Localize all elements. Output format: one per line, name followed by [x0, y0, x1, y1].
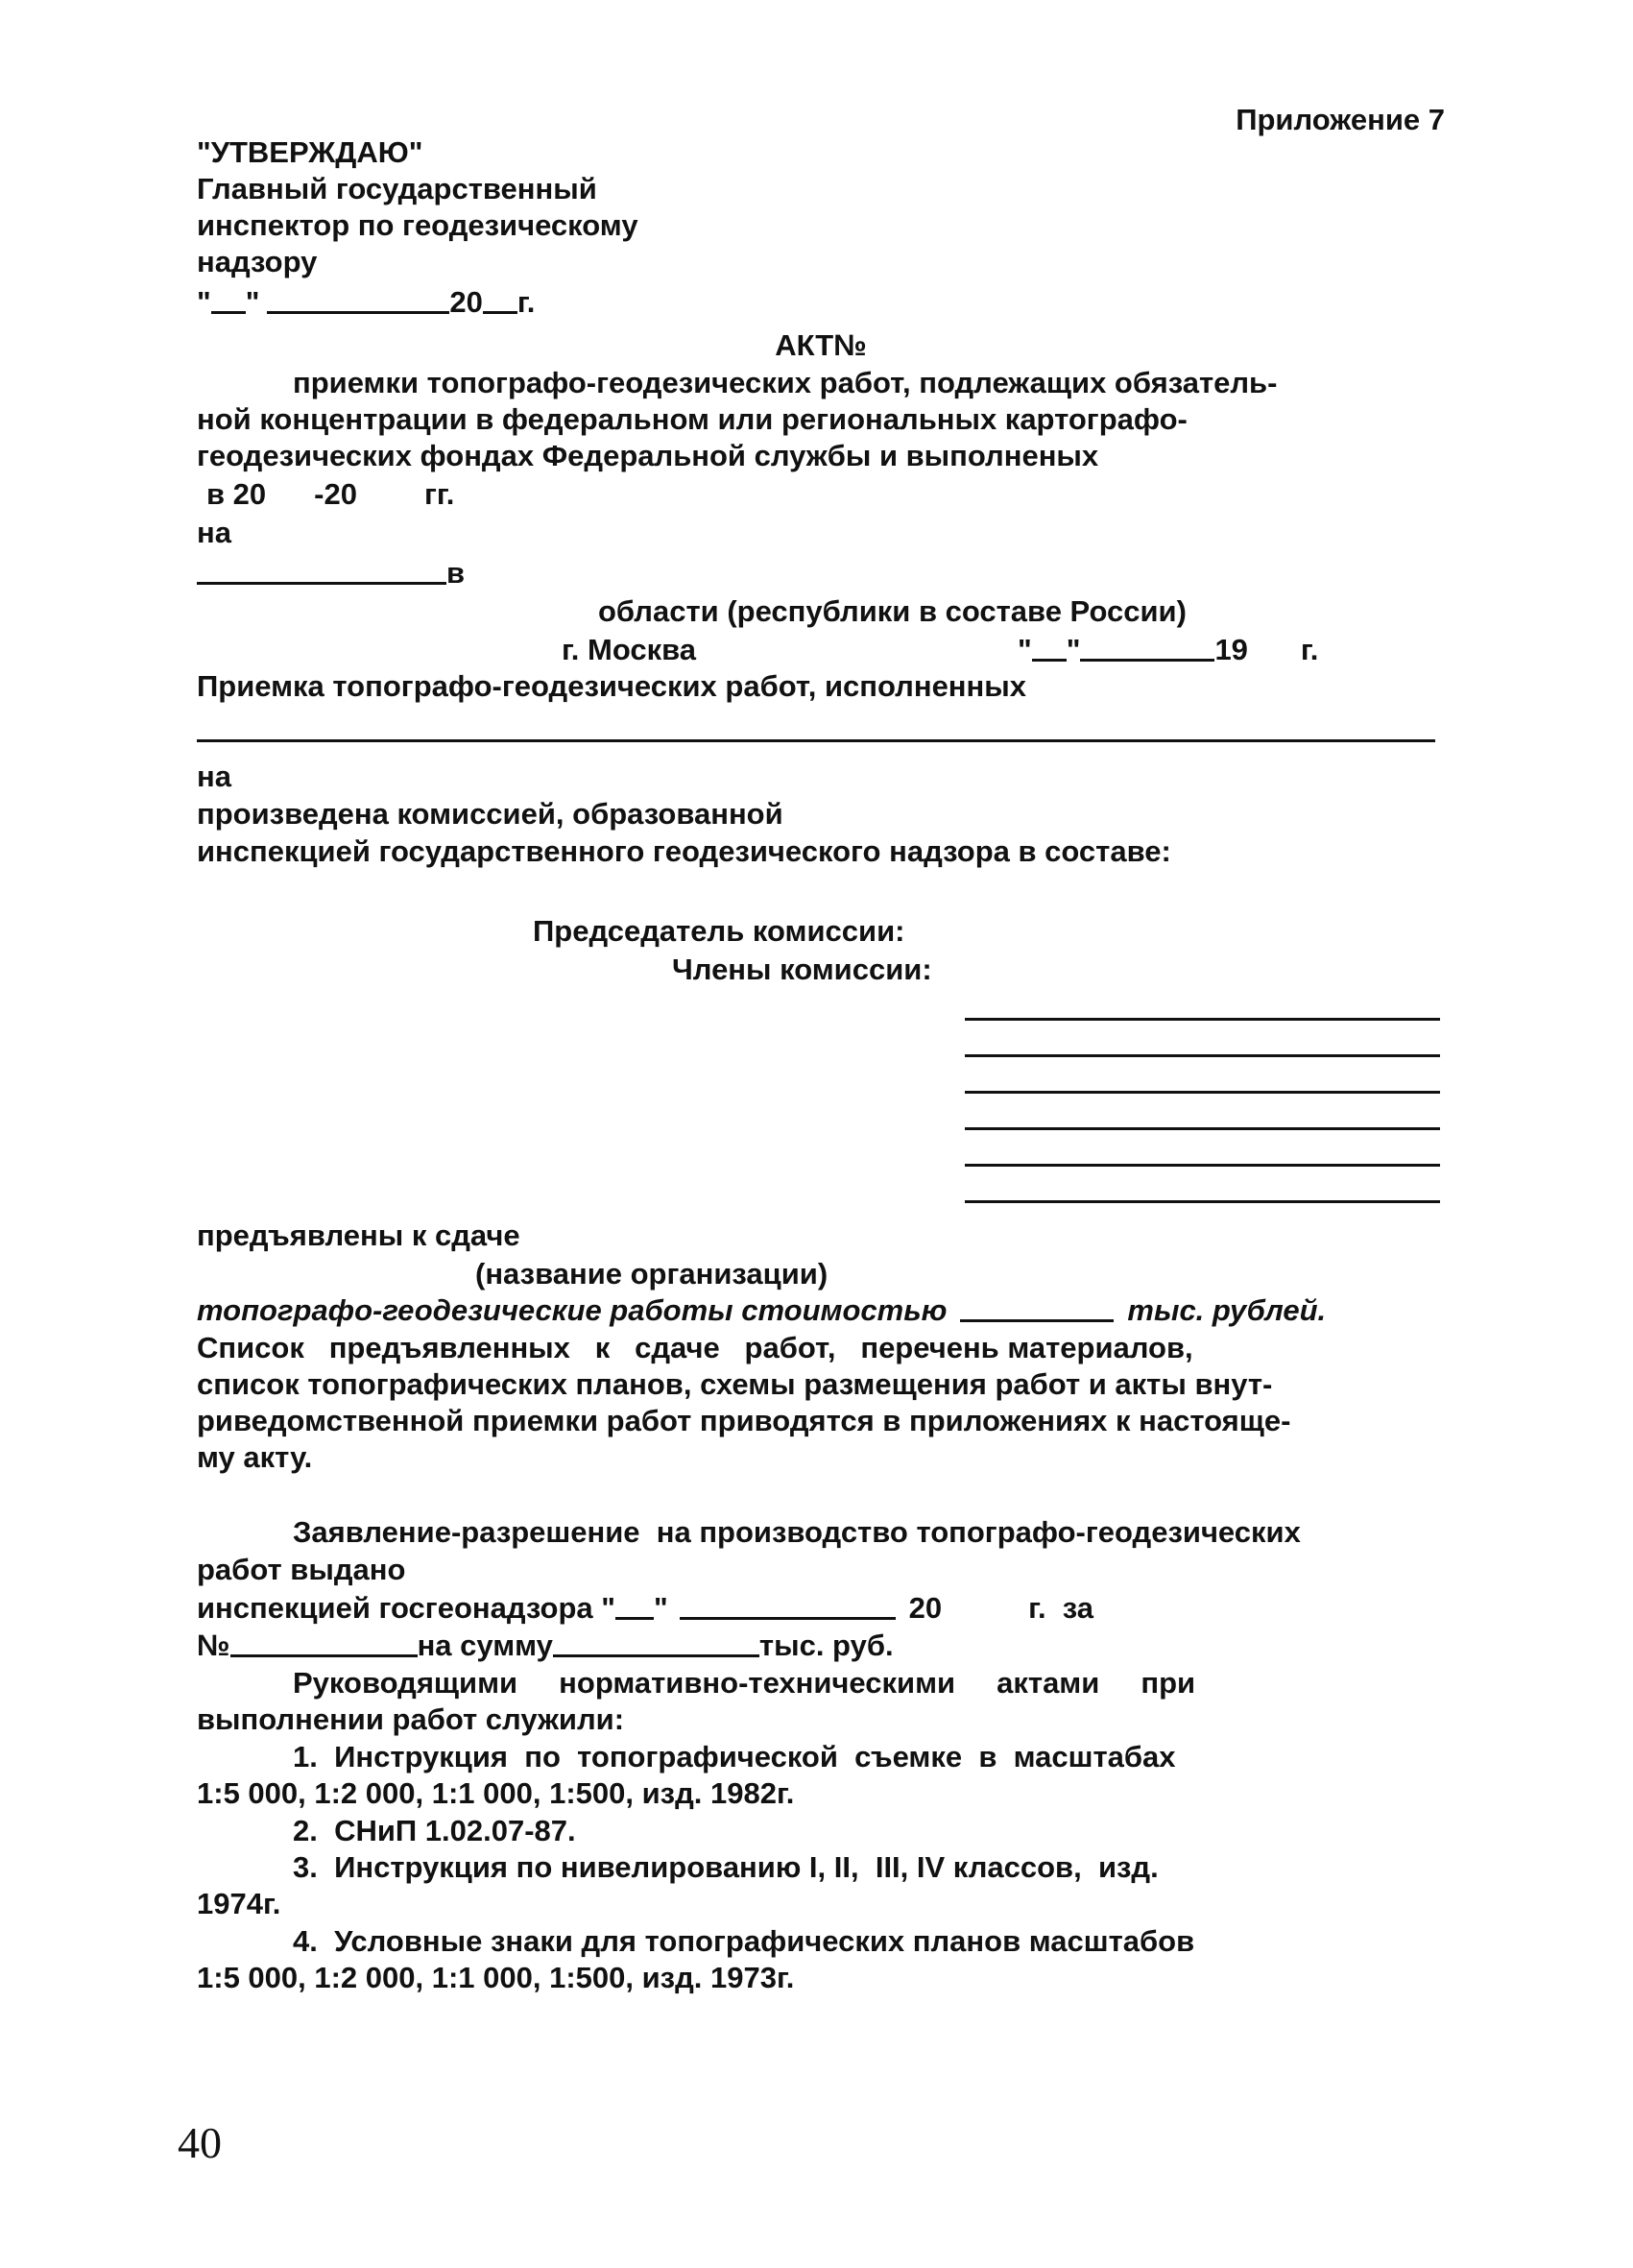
inspection-text: инспекцией государственного геодезического надзора в составе: [197, 834, 1171, 868]
normative-item-row [197, 1954, 1445, 1996]
cost-row [197, 1287, 1387, 1329]
act-text-line: ной концентрации в федеральном или региональных картографо- [197, 402, 1188, 436]
years-gg: гг. [423, 477, 455, 511]
permit-day-blank[interactable] [615, 1617, 654, 1620]
normative-item-row [197, 1770, 1445, 1812]
normative-row [197, 1696, 1445, 1738]
list-paragraph-row [197, 1434, 1445, 1476]
permit-sum-label: на сумму [417, 1629, 553, 1662]
permit-month-blank[interactable] [680, 1617, 896, 1620]
act-title: АКТ№ [775, 328, 867, 362]
list-paragraph-line: риведомственной приемки работ приводятся в приложениях к настояще- [197, 1404, 1291, 1437]
na-label: на [197, 516, 231, 549]
permit-number-row [197, 1622, 1253, 1664]
normative-item-cont: 1:5 000, 1:2 000, 1:1 000, 1:500, изд. 1973г. [197, 1961, 795, 1994]
cost-text: топографо-геодезические работы стоимостью [197, 1293, 948, 1327]
act-text-row [197, 432, 1445, 474]
acceptance-text: Приемка топографо-геодезических работ, исполненных [197, 669, 1026, 703]
district-blank[interactable] [197, 582, 446, 585]
members-row [672, 946, 1440, 988]
approve-day-blank[interactable] [211, 311, 246, 314]
appendix-row [197, 96, 1445, 138]
organization-row [197, 1212, 1442, 1254]
list-paragraph-line: список топографических планов, схемы размещения работ и акты внут- [197, 1367, 1273, 1401]
normative-item-cont: 1:5 000, 1:2 000, 1:1 000, 1:500, изд. 1982г. [197, 1776, 795, 1810]
act-text-line: приемки топографо-геодезических работ, подлежащих обязатель- [293, 366, 1278, 399]
page-number: 40 [178, 2118, 222, 2167]
act-years-row [197, 470, 1358, 513]
normative-text: выполнении работ служили: [197, 1702, 625, 1736]
act-month-blank[interactable] [1080, 659, 1214, 662]
list-paragraph-line: му акту. [197, 1440, 313, 1474]
approve-date-row [197, 278, 600, 321]
act-na-row [197, 509, 1291, 551]
approve-year: 20 [449, 285, 483, 319]
normative-item-cont: 1974г. [197, 1887, 281, 1920]
approve-line: надзору [197, 245, 318, 278]
act-date-quote: " [1066, 633, 1081, 666]
region-caption: области (республики в составе России) [598, 594, 1187, 628]
permit-number-blank[interactable] [230, 1654, 418, 1657]
permit-quote: " [653, 1591, 668, 1625]
acceptance-row [197, 663, 1445, 705]
permit-text: Заявление-разрешение на производство топографо-геодезических [293, 1515, 1301, 1549]
member-blank[interactable] [965, 1091, 1440, 1094]
permit-inspection-row [197, 1584, 1253, 1627]
act-year-suffix: г. [1300, 633, 1319, 666]
v-label: в [446, 556, 466, 590]
approve-month-blank[interactable] [267, 311, 449, 314]
commission-text: произведена комиссией, образованной [197, 797, 783, 831]
organization-caption: (название организации) [475, 1257, 829, 1291]
member-blank[interactable] [965, 1200, 1440, 1203]
approve-date-quote: " [197, 285, 211, 319]
years-from: в 20 [206, 477, 267, 511]
years-to: -20 [314, 477, 357, 511]
normative-item-row [197, 1880, 1445, 1922]
permit-inspection-label: инспекцией госгеонадзора " [197, 1591, 615, 1625]
member-blank[interactable] [965, 1164, 1440, 1167]
chairman-label: Председатель комиссии: [533, 914, 905, 948]
appendix-label: Приложение 7 [1236, 103, 1445, 136]
permit-number-label: № [197, 1629, 230, 1662]
permit-sum-blank[interactable] [553, 1654, 759, 1657]
normative-item: 3. Инструкция по нивелированию I, II, III, IV классов, изд. [293, 1850, 1159, 1884]
na-label: на [197, 760, 231, 793]
approve-title: "УТВЕРЖДАЮ" [197, 135, 423, 169]
act-year: 19 [1214, 633, 1248, 666]
permit-year-suffix: г. за [1028, 1591, 1094, 1625]
region-row [197, 588, 1445, 630]
inspection-row [197, 828, 1445, 870]
act-text-line: геодезических фондах Федеральной службы и выполненых [197, 439, 1099, 472]
member-blank[interactable] [965, 1018, 1440, 1021]
approve-date-quote: " [245, 285, 260, 319]
member-blank[interactable] [965, 1054, 1440, 1057]
acceptance-na-row [197, 753, 1416, 795]
member-blank[interactable] [965, 1127, 1440, 1130]
approval-block [197, 134, 773, 280]
approve-year-blank[interactable] [483, 311, 517, 314]
normative-item: 2. СНиП 1.02.07-87. [293, 1814, 576, 1847]
normative-text: Руководящими нормативно-техническими актами при [293, 1666, 1196, 1700]
approve-line: Главный государственный [197, 172, 597, 205]
normative-item: 4. Условные знаки для топографических планов масштабов [293, 1924, 1195, 1958]
permit-sum-suffix: тыс. руб. [758, 1629, 894, 1662]
act-title-row [197, 322, 1445, 364]
members-label: Члены комиссии: [672, 953, 932, 986]
normative-item: 1. Инструкция по топографической съемке в масштабах [293, 1740, 1176, 1773]
city: г. Москва [562, 633, 697, 666]
permit-issued-label: работ выдано [197, 1553, 406, 1586]
commission-row [197, 790, 1416, 832]
permit-year: 20 [908, 1591, 943, 1625]
approve-line: инспектор по геодезическому [197, 208, 638, 242]
act-day-blank[interactable] [1032, 659, 1067, 662]
act-date-quote: " [1018, 633, 1032, 666]
permit-row [197, 1508, 1445, 1551]
cost-blank[interactable] [960, 1319, 1114, 1322]
acceptance-blank[interactable] [197, 739, 1435, 742]
cost-suffix: тыс. рублей. [1127, 1293, 1327, 1327]
list-paragraph-line: Список предъявленных к сдаче работ, перечень материалов, [197, 1331, 1193, 1364]
permit-issued-row [197, 1546, 1445, 1588]
chairman-row [533, 907, 1440, 950]
approve-year-suffix: г. [516, 285, 536, 319]
presented-text: предъявлены к сдаче [197, 1218, 520, 1252]
act-v-row [197, 549, 1445, 591]
